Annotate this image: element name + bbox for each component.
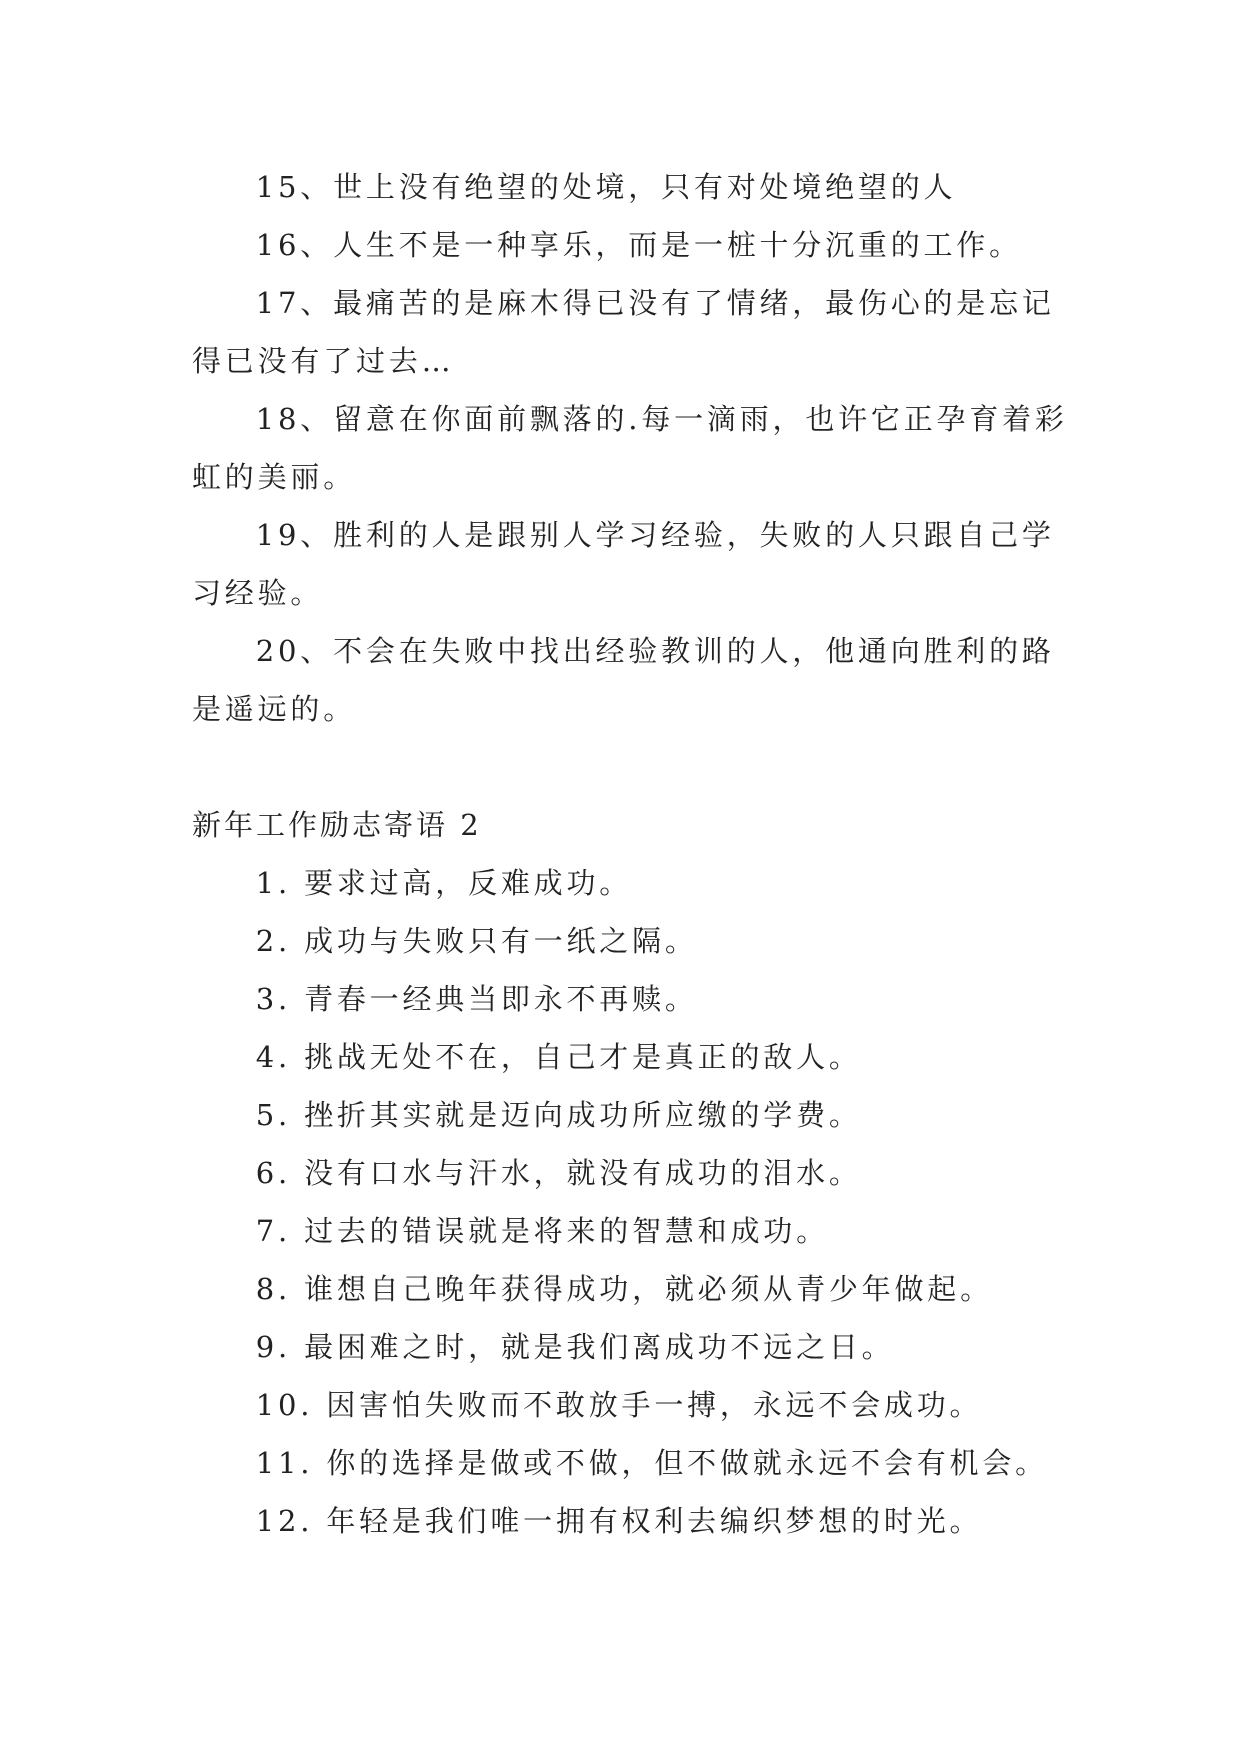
list-item: 2. 成功与失败只有一纸之隔。: [255, 924, 698, 958]
quote-paragraph: 20、不会在失败中找出经验教训的人，他通向胜利的路是遥远的。: [192, 634, 1055, 726]
list-item: 6. 没有口水与汗水，就没有成功的泪水。: [255, 1156, 862, 1190]
list-item: 3. 青春一经典当即永不再赎。: [255, 982, 698, 1016]
list-item: 10. 因害怕失败而不敢放手一搏，永远不会成功。: [255, 1388, 983, 1422]
list-item: 12. 年轻是我们唯一拥有权利去编织梦想的时光。: [255, 1504, 983, 1538]
list-item: 8. 谁想自己晚年获得成功，就必须从青少年做起。: [255, 1272, 993, 1306]
list-item: 9. 最困难之时，就是我们离成功不远之日。: [255, 1330, 895, 1364]
quote-paragraph: 19、胜利的人是跟别人学习经验，失败的人只跟自己学习经验。: [192, 518, 1055, 610]
quote-paragraph: 17、最痛苦的是麻木得已没有了情绪，最伤心的是忘记得已没有了过去…: [192, 286, 1055, 378]
page-content: [192, 158, 1072, 1550]
list-item: 5. 挫折其实就是迈向成功所应缴的学费。: [255, 1098, 862, 1132]
list-item: 1. 要求过高，反难成功。: [255, 866, 633, 900]
list-item: 11. 你的选择是做或不做，但不做就永远不会有机会。: [255, 1446, 1048, 1480]
quote-paragraph: 15、世上没有绝望的处境，只有对处境绝望的人: [255, 170, 957, 204]
list-item: 4. 挑战无处不在，自己才是真正的敌人。: [255, 1040, 862, 1074]
quote-paragraph: 16、人生不是一种享乐，而是一桩十分沉重的工作。: [255, 228, 1022, 262]
list-item: 7. 过去的错误就是将来的智慧和成功。: [255, 1214, 829, 1248]
section-heading: 新年工作励志寄语 2: [192, 808, 482, 842]
quote-paragraph: 18、留意在你面前飘落的.每一滴雨，也许它正孕育着彩虹的美丽。: [192, 402, 1068, 494]
